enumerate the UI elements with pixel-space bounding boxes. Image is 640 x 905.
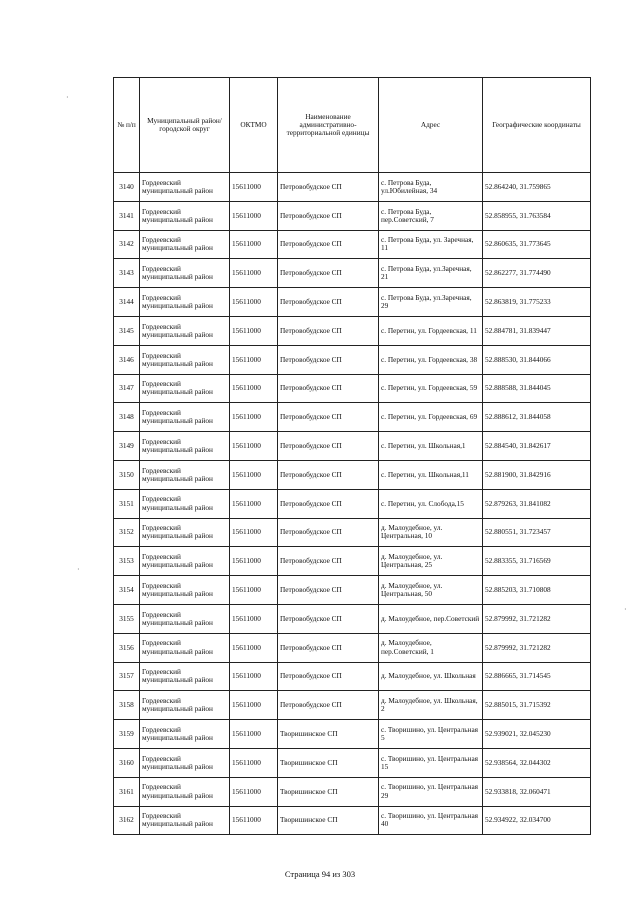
coordinates-cell: 52.883355, 31.716569 <box>483 547 591 576</box>
oktmo-cell: 15611000 <box>230 201 278 230</box>
table-row <box>114 547 591 576</box>
table-row <box>114 691 591 720</box>
page-number: Страница 94 из 303 <box>284 869 356 879</box>
row-number: 3144 <box>114 288 140 317</box>
unit-cell: Петровобудское СП <box>278 316 379 345</box>
unit-cell: Петровобудское СП <box>278 662 379 691</box>
oktmo-cell: 15611000 <box>230 432 278 461</box>
district-cell: Гордеевский муниципальный район <box>140 748 230 777</box>
address-cell: д. Малоудебное, пер.Советский, 1 <box>379 633 483 662</box>
scan-dot: · <box>77 565 80 574</box>
header-address: Адрес <box>379 78 483 173</box>
row-number: 3150 <box>114 460 140 489</box>
row-number: 3156 <box>114 633 140 662</box>
table-row <box>114 259 591 288</box>
unit-cell: Петровобудское СП <box>278 201 379 230</box>
unit-cell: Петровобудское СП <box>278 432 379 461</box>
oktmo-cell: 15611000 <box>230 662 278 691</box>
address-cell: с. Петрова Буда, ул.Заречная, 29 <box>379 288 483 317</box>
unit-cell: Петровобудское СП <box>278 518 379 547</box>
oktmo-cell: 15611000 <box>230 316 278 345</box>
scan-dot: · <box>66 93 69 102</box>
header-district: Муниципальный район/городской округ <box>140 78 230 173</box>
district-cell: Гордеевский муниципальный район <box>140 230 230 259</box>
coordinates-cell: 52.939021, 32.045230 <box>483 720 591 749</box>
row-number: 3145 <box>114 316 140 345</box>
coordinates-cell: 52.933818, 32.060471 <box>483 777 591 806</box>
address-cell: д. Малоудебное, ул. Школьная, 2 <box>379 691 483 720</box>
coordinates-cell: 52.938564, 32.044302 <box>483 748 591 777</box>
coordinates-cell: 52.864240, 31.759865 <box>483 173 591 202</box>
table-row <box>114 576 591 605</box>
district-cell: Гордеевский муниципальный район <box>140 691 230 720</box>
address-cell: с. Творишино, ул. Центральная 5 <box>379 720 483 749</box>
row-number: 3142 <box>114 230 140 259</box>
coordinates-cell: 52.858955, 31.763584 <box>483 201 591 230</box>
coordinates-cell: 52.884781, 31.839447 <box>483 316 591 345</box>
address-cell: с. Перетин, ул. Школьная,1 <box>379 432 483 461</box>
table-row <box>114 489 591 518</box>
row-number: 3140 <box>114 173 140 202</box>
coordinates-cell: 52.879992, 31.721282 <box>483 604 591 633</box>
unit-cell: Петровобудское СП <box>278 288 379 317</box>
district-cell: Гордеевский муниципальный район <box>140 777 230 806</box>
address-cell: д. Малоудебное, ул. Центральная, 10 <box>379 518 483 547</box>
district-cell: Гордеевский муниципальный район <box>140 288 230 317</box>
table-row <box>114 662 591 691</box>
row-number: 3159 <box>114 720 140 749</box>
coordinates-cell: 52.879263, 31.841082 <box>483 489 591 518</box>
row-number: 3148 <box>114 403 140 432</box>
unit-cell: Петровобудское СП <box>278 633 379 662</box>
district-cell: Гордеевский муниципальный район <box>140 662 230 691</box>
row-number: 3160 <box>114 748 140 777</box>
address-cell: д. Малоудебное, ул. Центральная, 25 <box>379 547 483 576</box>
district-cell: Гордеевский муниципальный район <box>140 604 230 633</box>
oktmo-cell: 15611000 <box>230 518 278 547</box>
address-cell: с. Перетин, ул. Гордеевская, 69 <box>379 403 483 432</box>
unit-cell: Петровобудское СП <box>278 604 379 633</box>
coordinates-cell: 52.886665, 31.714545 <box>483 662 591 691</box>
coordinates-cell: 52.885203, 31.710808 <box>483 576 591 605</box>
table-row <box>114 748 591 777</box>
district-cell: Гордеевский муниципальный район <box>140 633 230 662</box>
address-cell: с. Перетин, ул. Слобода,15 <box>379 489 483 518</box>
row-number: 3161 <box>114 777 140 806</box>
address-cell: д. Малоудебное, ул. Школьная <box>379 662 483 691</box>
row-number: 3162 <box>114 806 140 835</box>
district-cell: Гордеевский муниципальный район <box>140 345 230 374</box>
table-row <box>114 230 591 259</box>
oktmo-cell: 15611000 <box>230 489 278 518</box>
district-cell: Гордеевский муниципальный район <box>140 173 230 202</box>
unit-cell: Петровобудское СП <box>278 460 379 489</box>
address-cell: с. Петрова Буда, ул. Заречная, 11 <box>379 230 483 259</box>
unit-cell: Петровобудское СП <box>278 173 379 202</box>
row-number: 3141 <box>114 201 140 230</box>
table-row <box>114 374 591 403</box>
address-cell: д. Малоудебное, ул. Центральная, 50 <box>379 576 483 605</box>
address-cell: с. Творишино, ул. Центральная 15 <box>379 748 483 777</box>
coordinates-cell: 52.934922, 32.034700 <box>483 806 591 835</box>
oktmo-cell: 15611000 <box>230 691 278 720</box>
table-header <box>114 78 591 173</box>
unit-cell: Творишинское СП <box>278 720 379 749</box>
table-row <box>114 288 591 317</box>
district-cell: Гордеевский муниципальный район <box>140 489 230 518</box>
row-number: 3152 <box>114 518 140 547</box>
district-cell: Гордеевский муниципальный район <box>140 374 230 403</box>
unit-cell: Петровобудское СП <box>278 345 379 374</box>
row-number: 3151 <box>114 489 140 518</box>
table-row <box>114 604 591 633</box>
registry-table <box>113 77 591 835</box>
address-cell: с. Петрова Буда, ул.Заречная, 21 <box>379 259 483 288</box>
address-cell: с. Перетин, ул. Гордеевская, 38 <box>379 345 483 374</box>
unit-cell: Петровобудское СП <box>278 691 379 720</box>
unit-cell: Петровобудское СП <box>278 230 379 259</box>
unit-cell: Петровобудское СП <box>278 259 379 288</box>
header-coordinates: Географические координаты <box>483 78 591 173</box>
row-number: 3153 <box>114 547 140 576</box>
coordinates-cell: 52.880551, 31.723457 <box>483 518 591 547</box>
oktmo-cell: 15611000 <box>230 604 278 633</box>
row-number: 3146 <box>114 345 140 374</box>
address-cell: с. Перетин, ул. Гордеевская, 59 <box>379 374 483 403</box>
address-cell: с. Творишино, ул. Центральная 29 <box>379 777 483 806</box>
coordinates-cell: 52.884540, 31.842617 <box>483 432 591 461</box>
address-cell: с. Петрова Буда, ул.Юбилейная, 34 <box>379 173 483 202</box>
row-number: 3149 <box>114 432 140 461</box>
unit-cell: Творишинское СП <box>278 777 379 806</box>
coordinates-cell: 52.860635, 31.773645 <box>483 230 591 259</box>
address-cell: с. Петрова Буда, пер.Советский, 7 <box>379 201 483 230</box>
scan-dot: · <box>624 605 627 614</box>
oktmo-cell: 15611000 <box>230 259 278 288</box>
row-number: 3147 <box>114 374 140 403</box>
oktmo-cell: 15611000 <box>230 230 278 259</box>
coordinates-cell: 52.862277, 31.774490 <box>483 259 591 288</box>
address-cell: с. Перетин, ул. Гордеевская, 11 <box>379 316 483 345</box>
table-row <box>114 518 591 547</box>
unit-cell: Петровобудское СП <box>278 547 379 576</box>
oktmo-cell: 15611000 <box>230 374 278 403</box>
table-row <box>114 201 591 230</box>
unit-cell: Творишинское СП <box>278 748 379 777</box>
unit-cell: Петровобудское СП <box>278 489 379 518</box>
table-row <box>114 633 591 662</box>
row-number: 3157 <box>114 662 140 691</box>
table-row <box>114 173 591 202</box>
district-cell: Гордеевский муниципальный район <box>140 547 230 576</box>
header-number: № п/п <box>114 78 140 173</box>
district-cell: Гордеевский муниципальный район <box>140 201 230 230</box>
unit-cell: Петровобудское СП <box>278 576 379 605</box>
address-cell: с. Творишино, ул. Центральная 40 <box>379 806 483 835</box>
coordinates-cell: 52.863819, 31.775233 <box>483 288 591 317</box>
oktmo-cell: 15611000 <box>230 460 278 489</box>
district-cell: Гордеевский муниципальный район <box>140 806 230 835</box>
coordinates-cell: 52.885015, 31.715392 <box>483 691 591 720</box>
district-cell: Гордеевский муниципальный район <box>140 432 230 461</box>
oktmo-cell: 15611000 <box>230 547 278 576</box>
district-cell: Гордеевский муниципальный район <box>140 259 230 288</box>
row-number: 3155 <box>114 604 140 633</box>
row-number: 3158 <box>114 691 140 720</box>
unit-cell: Петровобудское СП <box>278 403 379 432</box>
coordinates-cell: 52.881900, 31.842916 <box>483 460 591 489</box>
table-row <box>114 432 591 461</box>
district-cell: Гордеевский муниципальный район <box>140 720 230 749</box>
table-body <box>114 173 591 835</box>
district-cell: Гордеевский муниципальный район <box>140 403 230 432</box>
oktmo-cell: 15611000 <box>230 806 278 835</box>
district-cell: Гордеевский муниципальный район <box>140 518 230 547</box>
coordinates-cell: 52.888588, 31.844045 <box>483 374 591 403</box>
table-row <box>114 403 591 432</box>
coordinates-cell: 52.879992, 31.721282 <box>483 633 591 662</box>
unit-cell: Петровобудское СП <box>278 374 379 403</box>
oktmo-cell: 15611000 <box>230 173 278 202</box>
table-row <box>114 460 591 489</box>
row-number: 3154 <box>114 576 140 605</box>
table-row <box>114 806 591 835</box>
row-number: 3143 <box>114 259 140 288</box>
oktmo-cell: 15611000 <box>230 576 278 605</box>
header-oktmo: ОКТМО <box>230 78 278 173</box>
table-row <box>114 720 591 749</box>
coordinates-cell: 52.888612, 31.844058 <box>483 403 591 432</box>
address-cell: д. Малоудебное, пер.Советский <box>379 604 483 633</box>
oktmo-cell: 15611000 <box>230 633 278 662</box>
oktmo-cell: 15611000 <box>230 777 278 806</box>
header-unit: Наименование административно-территориальной единицы <box>278 78 379 173</box>
district-cell: Гордеевский муниципальный район <box>140 576 230 605</box>
oktmo-cell: 15611000 <box>230 720 278 749</box>
district-cell: Гордеевский муниципальный район <box>140 316 230 345</box>
header-row <box>114 78 591 173</box>
oktmo-cell: 15611000 <box>230 345 278 374</box>
coordinates-cell: 52.888530, 31.844066 <box>483 345 591 374</box>
table-row <box>114 316 591 345</box>
unit-cell: Творишинское СП <box>278 806 379 835</box>
district-cell: Гордеевский муниципальный район <box>140 460 230 489</box>
oktmo-cell: 15611000 <box>230 403 278 432</box>
oktmo-cell: 15611000 <box>230 748 278 777</box>
table-row <box>114 345 591 374</box>
table-row <box>114 777 591 806</box>
oktmo-cell: 15611000 <box>230 288 278 317</box>
address-cell: с. Перетин, ул. Школьная,11 <box>379 460 483 489</box>
